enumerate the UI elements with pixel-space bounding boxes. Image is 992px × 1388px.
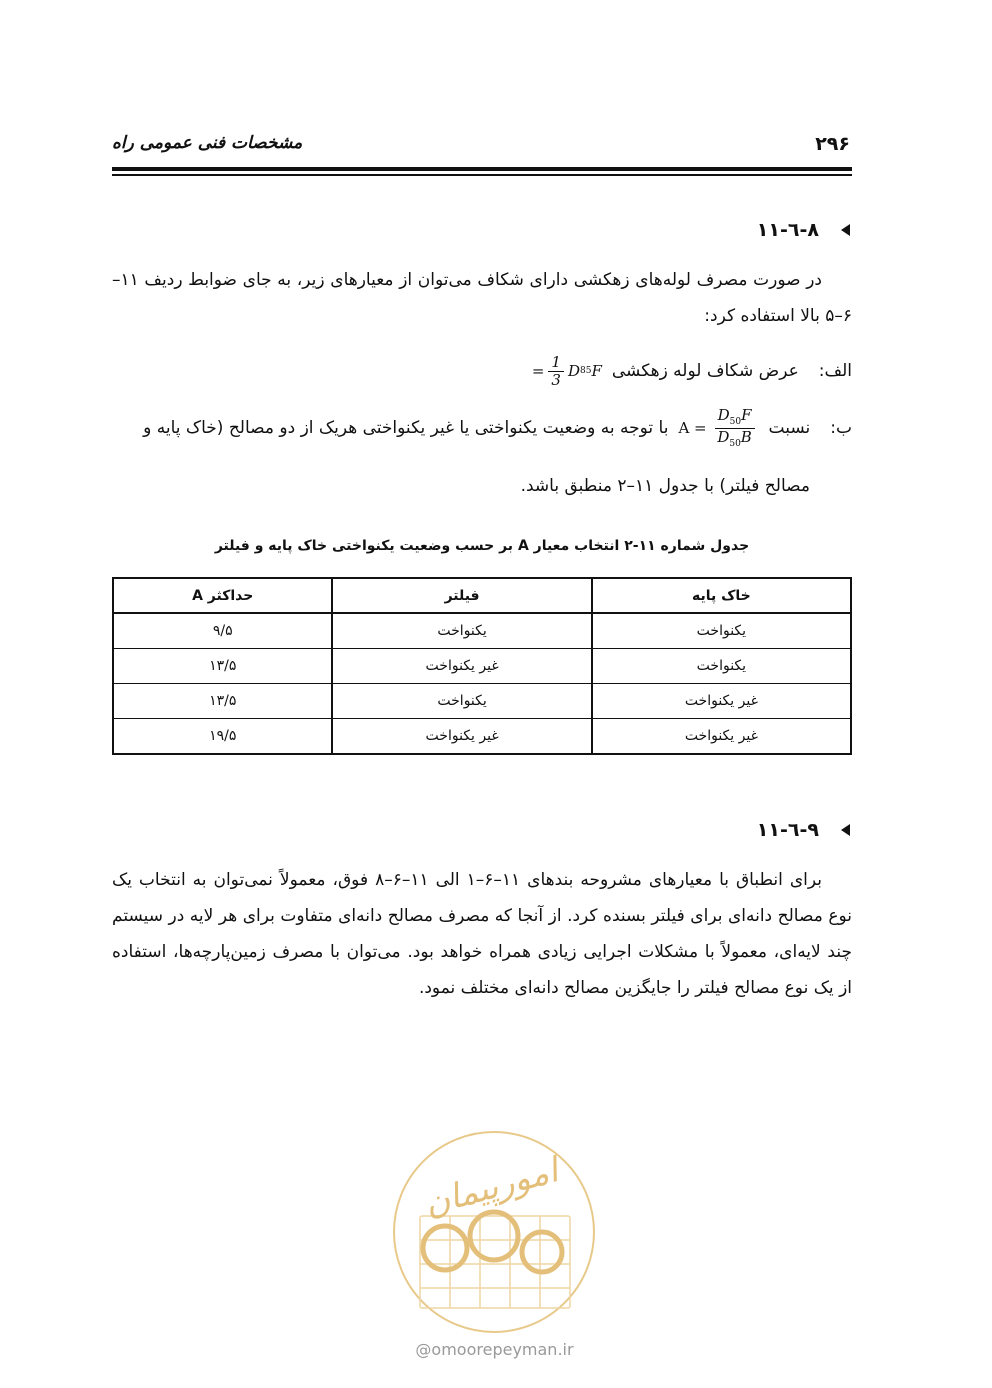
table-cell: یکنواخت [592,649,851,684]
item-a-formula: = $\frac{1}{3}$ D 85 F [531,352,602,389]
table-cell: ۱۳/۵ [113,649,332,684]
table-cell: غیر یکنواخت [332,719,591,755]
table-cell: یکنواخت [592,613,851,649]
item-b-word: نسبت [768,418,811,438]
col-header: خاک پایه [592,578,851,613]
item-a-label: الف: [818,361,852,381]
section-number: ۹-٦-۱۱ [756,819,819,841]
page-number: ۲۹۶ [815,133,850,155]
table-cell: یکنواخت [332,613,591,649]
header-rule-thin [112,174,852,176]
item-b-formula: A = $\frac{D_{50}F}{D_{50}B}$ [678,408,758,449]
section2-paragraph [112,862,852,1006]
table-row [113,684,851,719]
table-cell: ۱۳/۵ [113,684,332,719]
item-b-text: با توجه به وضعیت یکنواختی یا غیر یکنواختی هریک از دو مصالح (خاک پایه و [143,418,669,438]
col-header: فیلتر [332,578,591,613]
watermark-handle: @omoorepeyman.ir [415,1340,574,1359]
table-caption: جدول شماره ۱۱-۲ انتخاب معیار A بر حسب وضعیت یکنواختی خاک پایه و فیلتر [214,538,750,554]
intro-text: در صورت مصرف لوله‌های زهکشی دارای شکاف می‌توان از معیارهای زیر، به جای ضوابط ردیف ۱۱–۶–۵ بالا استفاده کرد: [112,270,852,326]
header-rule-thick [112,167,852,171]
ratio-fraction: $\frac{D_{50}F}{D_{50}B}$ [715,408,755,449]
criteria-table [112,577,852,755]
paragraph-text: برای انطباق با معیارهای مشروحه بندهای ۱۱–۶–۱ الی ۱۱–۶–۸ فوق، معمولاً نمی‌توان به انتخاب یک نوع مصالح دانه‌ای برای فیلتر بسنده کرد. از آنجا که مصرف مصالح دانه‌ای متفاوت برای هر لایه در سیستم چند لایه‌ای، معمولاً با مشکلات اجرایی زیادی همراه خواهد بود. می‌توان با مصرف زمین‌پارچه‌ها، استفاده از یک نوع مصالح فیلتر را جایگزین مصالح دانه‌ای مختلف نمود. [112,870,852,998]
item-b [143,404,852,452]
item-b-continuation: مصالح فیلتر) با جدول ۱۱–۲ منطبق باشد. [520,476,810,496]
table-header-row [113,578,851,613]
col-header: حداکثر A [113,578,332,613]
section1-intro [112,262,852,334]
table-cell: یکنواخت [332,684,591,719]
table-row [113,719,851,755]
running-title: مشخصات فنی عمومی راه [112,133,303,153]
item-a [532,350,852,392]
section-number: ۸-٦-۱۱ [756,219,819,241]
table-cell: غیر یکنواخت [592,684,851,719]
bullet-triangle-icon [841,224,850,236]
table-cell: ۱۹/۵ [113,719,332,755]
fraction-one-third: $\frac{1}{3}$ [548,355,564,388]
section-heading-2 [757,818,850,842]
section-heading-1 [757,218,850,242]
table-row [113,613,851,649]
table-row [113,649,851,684]
table-cell: ۹/۵ [113,613,332,649]
bullet-triangle-icon [841,824,850,836]
table-cell: غیر یکنواخت [592,719,851,755]
table-cell: غیر یکنواخت [332,649,591,684]
item-a-text: عرض شکاف لوله زهکشی [611,361,799,381]
svg-text:امورپیمان: امورپیمان [420,1150,563,1225]
watermark-logo-icon [390,1128,598,1336]
item-b-label: ب: [830,418,852,438]
